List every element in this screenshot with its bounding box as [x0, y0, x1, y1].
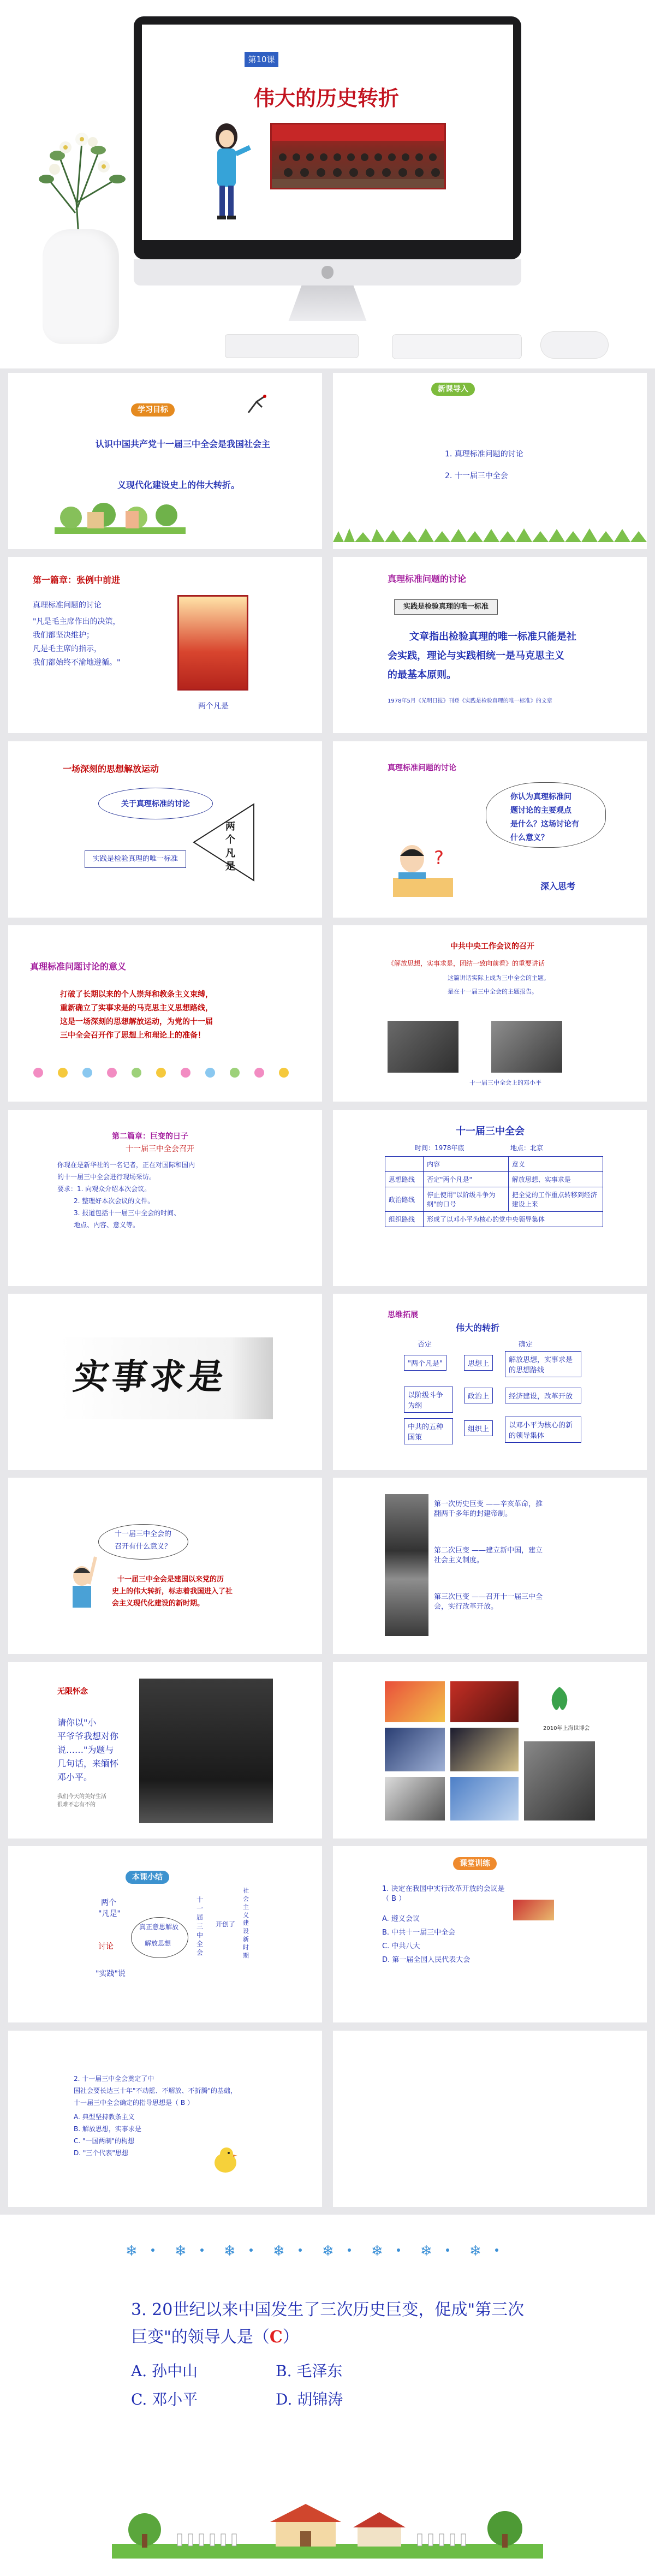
thought-line: 是什么？这场讨论有 [510, 820, 579, 829]
summary-right: 社会主义建设新时期 [243, 1887, 249, 1959]
slide-deep-thinking [333, 741, 647, 918]
body-line: 的最基本原则。 [388, 669, 456, 681]
thought-line: 你认为真理标准问 [510, 793, 571, 801]
plenum-table [385, 1156, 603, 1227]
spacecraft-photo [450, 1777, 519, 1821]
slide-calligraphy [8, 1294, 322, 1470]
body-line: 几句话，来缅怀 [57, 1758, 119, 1769]
slide-remembrance [8, 1662, 322, 1839]
body-line: 凡是毛主席的指示， [33, 645, 102, 653]
big-title: 伟大的转折 [456, 1323, 500, 1333]
slide-truth-criterion [333, 557, 647, 733]
svg-text:❄: ❄ [126, 2243, 138, 2259]
bubble-discussion: 关于真理标准的讨论 [98, 788, 213, 819]
summary-mid: 十一届三中全会 [196, 1896, 204, 1957]
table-header: 内容 [424, 1157, 509, 1172]
task-line: 要求：1. 向观众介绍本次会议。 [57, 1185, 151, 1193]
slide-title: 思维拓展 [388, 1311, 418, 1319]
goal-line-1: 认识中国共产党十一届三中全会是我国社会主 [96, 439, 271, 449]
leaders-portraits [385, 1494, 428, 1636]
lesson-item-2: 2. 十一届三中全会 [445, 472, 508, 480]
celebration-photo [450, 1681, 519, 1722]
svg-text:❄: ❄ [273, 2243, 285, 2259]
option-d[interactable]: D. "三个代表"思想 [74, 2149, 128, 2157]
crane-icon [246, 394, 267, 415]
slide-great-change [8, 1110, 322, 1286]
question-line-1: 3. 20世纪以来中国发生了三次历史巨变，促成"第三次 [131, 2300, 525, 2319]
body-line: 是在十一届三中全会的主题报告。 [448, 988, 538, 995]
question-text: 1. 决定在我国中实行改革开放的会议是（ B ） [382, 1885, 505, 1903]
column-label: 确定 [519, 1341, 533, 1349]
body-line: 这篇讲话实际上成为三中全会的主题。 [448, 974, 550, 981]
task-line: 2. 整理好本次会议的文件。 [74, 1197, 154, 1205]
mid-box: 政治上 [464, 1388, 493, 1403]
svg-text:❄: ❄ [469, 2243, 481, 2259]
slide-practice-2 [8, 2031, 322, 2207]
side-text: 两个凡是 [225, 821, 235, 872]
cover-title: 伟大的历史转折 [254, 86, 400, 110]
city-photo [524, 1741, 595, 1821]
monitor-stand [281, 285, 374, 321]
speech-title: 《解放思想，实事求是，团结一致向前看》的重要讲话 [388, 960, 545, 967]
body-line: 会实践，理论与实践相统一是马克思主义 [388, 650, 564, 662]
task-line: 3. 报道包括十一届三中全会的时间、 [74, 1209, 181, 1217]
deng-waving-photo [139, 1679, 273, 1823]
table-row: 组织路线 形成了以邓小平为核心的党中央领导集体 [385, 1212, 603, 1227]
keyboard [225, 334, 359, 358]
teacher-figure-icon [202, 120, 251, 224]
slide-discussion-meaning [8, 925, 322, 1102]
deep-thinking-label: 深入思考 [540, 881, 576, 891]
stage-photo [450, 1728, 519, 1771]
expo-caption: 2010年上海世博会 [543, 1726, 590, 1732]
body-line: 请你以"小 [57, 1717, 97, 1728]
grass-icon [333, 526, 647, 542]
monitor [134, 16, 521, 259]
slide-practice-1 [333, 1846, 647, 2022]
cover-slide [142, 25, 513, 240]
expo-mascot-icon [543, 1684, 576, 1717]
option-b[interactable]: B. 毛泽东 [276, 2362, 343, 2380]
footnote: 1978年5月《光明日报》刊登《实践是检验真理的唯一标准》的文章 [388, 698, 552, 704]
summary-center: 解放思想 [145, 1940, 171, 1947]
monitor-chin [134, 259, 521, 285]
slide-title: 真理标准问题讨论的意义 [30, 961, 127, 972]
slide-blank [333, 2031, 647, 2207]
train-photo [385, 1777, 445, 1821]
slide-title: 真理标准问题的讨论 [388, 764, 456, 772]
building-photo [385, 1728, 445, 1771]
change-line: 第一次历史巨变 ——辛亥革命，推翻两千多年的封建帝制。 [434, 1500, 543, 1518]
header-badge: 学习目标 [131, 403, 175, 417]
time-label: 时间：1978年底 [415, 1144, 465, 1152]
header-badge: 课堂训练 [453, 1857, 497, 1870]
question-line: 2. 十一届三中全会奠定了中 [74, 2075, 154, 2083]
thought-line: 题讨论的主要观点 [510, 806, 571, 815]
place-label: 地点：北京 [510, 1144, 544, 1152]
summary-center: 真正意思解放 [139, 1923, 179, 1931]
summary-left: "实践"说 [96, 1970, 126, 1978]
slide-title: 第一篇章：张例中前进 [33, 575, 121, 585]
svg-text:❄: ❄ [224, 2243, 236, 2259]
table-header: 意义 [508, 1157, 603, 1172]
congress-photo [270, 123, 446, 189]
meaning-line: 重新确立了实事求是的马克思主义思想路线， [60, 1004, 213, 1013]
answer-mark: C [269, 2328, 283, 2347]
summary-left: 两个 [101, 1899, 116, 1907]
slide-title: 一场深刻的思想解放运动 [63, 764, 159, 774]
slide-title: 中共中央工作会议的召开 [450, 942, 534, 951]
body-line: "凡是毛主席作出的决策， [33, 617, 121, 626]
slide-new-lesson [333, 373, 647, 549]
table-row: 思想路线 否定"两个凡是" 解放思想、实事求是 [385, 1172, 603, 1187]
deng-photo [491, 1021, 562, 1073]
mid-box: 组织上 [464, 1420, 493, 1436]
pos-box: 解放思想，实事求是的思想路线 [505, 1351, 581, 1377]
poster-caption: 两个凡是 [198, 702, 229, 711]
question-line-2 [131, 2327, 299, 2349]
mouse [540, 331, 609, 359]
change-line: 第二次巨变 ——建立新中国，建立社会主义制度。 [434, 1546, 543, 1564]
task-line: 的十一届三中全会进行现场采访。 [57, 1173, 156, 1181]
body-line: 文章指出检验真理的唯一标准只能是社 [409, 631, 576, 642]
body-line: 邓小平。 [57, 1772, 93, 1782]
lesson-badge: 第10课 [245, 52, 278, 67]
audience-icon [272, 124, 444, 188]
body-line: 平爷爷我想对你 [57, 1731, 119, 1741]
option-b[interactable]: B. 中共十一届三中全会 [382, 1929, 456, 1937]
slide-title: 真理标准问题的讨论 [388, 574, 467, 584]
calligraphy-text: 实事求是 [70, 1357, 230, 1397]
svg-text:❄: ❄ [175, 2243, 187, 2259]
hint-line: 很难不忘有不的 [57, 1802, 96, 1808]
thought-line: 什么意义？ [510, 834, 549, 842]
body-line: 真理标准问题的讨论 [33, 601, 102, 610]
neg-box: 中共的五种国策 [404, 1418, 453, 1444]
photo-caption: 十一届三中全会上的邓小平 [469, 1079, 541, 1086]
slide-summary [8, 1846, 322, 2022]
body-line: 我们都坚决维护； [33, 631, 94, 640]
trackpad [392, 334, 522, 359]
hero-cover [0, 0, 655, 368]
option-b[interactable]: B. 解放思想，实事求是 [74, 2125, 141, 2133]
body-line: 我们都始终不渝地遵循。" [33, 658, 121, 667]
question-line: 国社会要长达三十年"不动摇、不解放、不折腾"的基础， [74, 2087, 237, 2095]
pos-box: 以邓小平为核心的新的领导集体 [505, 1417, 581, 1443]
expo-logo [524, 1681, 595, 1736]
chick-icon [210, 2145, 240, 2175]
answer-line: 史上的伟大转折，标志着我国进入了社 [112, 1587, 233, 1596]
option-a[interactable]: A. 遵义会议 [382, 1915, 420, 1923]
svg-text:?: ? [434, 847, 444, 869]
option-c[interactable]: C. 中共八大 [382, 1942, 420, 1950]
village-scene-icon [112, 2501, 543, 2559]
student-thinking-icon [385, 840, 456, 900]
olympics-photo [385, 1681, 445, 1722]
question-line: 十一届三中全会的 [115, 1530, 172, 1538]
svg-text:❄: ❄ [322, 2243, 334, 2259]
lesson-item-1: 1. 真理标准问题的讨论 [445, 450, 523, 459]
mid-box: 思想上 [464, 1355, 493, 1371]
option-a[interactable]: A. 典型坚持教条主义 [74, 2113, 135, 2121]
slide-practice-3 [0, 2215, 655, 2576]
slide-central-work-conference [333, 925, 647, 1102]
summary-left: 讨论 [98, 1942, 114, 1951]
question-line: 召开有什么意义？ [115, 1543, 172, 1551]
slide-mind-map [333, 1294, 647, 1470]
svg-text:❄: ❄ [371, 2243, 383, 2259]
conference-photo [388, 1021, 458, 1073]
slide-title: 第二篇章：巨变的日子 [112, 1132, 188, 1141]
task-line: 地点、内容、意义等。 [74, 1221, 140, 1229]
flower-plant-icon [16, 120, 142, 246]
answer-line: 十一届三中全会是建国以来党的历 [117, 1575, 224, 1584]
bubble-practice: 实践是检验真理的唯一标准 [85, 850, 186, 868]
option-c[interactable]: C. 邓小平 [131, 2390, 198, 2408]
neg-box: "两个凡是" [404, 1355, 446, 1371]
question-line: 十一届三中全会确定的指导思想是（ B ） [74, 2099, 194, 2107]
summary-left: "凡是" [98, 1909, 121, 1918]
hint-line: 我们今天的美好生活 [57, 1794, 106, 1800]
slide-three-changes [333, 1478, 647, 1654]
question-text-end: ） [282, 2328, 299, 2347]
option-d[interactable]: D. 胡锦涛 [276, 2390, 343, 2408]
slide-learning-goals [8, 373, 322, 549]
arrow-triangle-icon [191, 801, 257, 883]
task-line: 你现在是新华社的一名记者，正在对国际和国内 [57, 1161, 195, 1169]
column-label: 否定 [418, 1341, 432, 1349]
question-text: 巨变"的领导人是（ [131, 2328, 270, 2347]
slide-title: 十一届三中全会 [456, 1126, 525, 1137]
slide-two-whatevers [8, 557, 322, 733]
slide-subtitle: 十一届三中全会召开 [126, 1145, 194, 1153]
meaning-line: 打破了长期以来的个人崇拜和教条主义束缚， [60, 990, 213, 999]
body-line: 说……"为题与 [57, 1745, 114, 1755]
slide-thought-liberation [8, 741, 322, 918]
vase [43, 229, 119, 344]
answer-line: 会主义现代化建设的新时期。 [112, 1599, 205, 1608]
meaning-line: 三中全会召开作了思想上和理论上的准备！ [60, 1031, 205, 1040]
slide-title: 无限怀念 [57, 1687, 88, 1696]
slide-third-plenum-table [333, 1110, 647, 1286]
pos-box: 经济建设，改革开放 [505, 1388, 581, 1403]
header-badge: 新课导入 [431, 383, 475, 396]
header-badge: 本课小结 [126, 1871, 169, 1884]
tree-town-icon [55, 501, 186, 534]
meeting-photo [513, 1900, 554, 1920]
slide-plenum-significance [8, 1478, 322, 1654]
summary-right: 开创了 [216, 1920, 236, 1928]
option-d[interactable]: D. 第一届全国人民代表大会 [382, 1956, 471, 1964]
snowflakes-icon [126, 2239, 524, 2261]
student-raising-hand-icon [63, 1554, 101, 1614]
apple-logo-icon [321, 266, 334, 279]
svg-text:❄: ❄ [420, 2243, 432, 2259]
poster-image [177, 595, 248, 691]
table-row: 政治路线 停止使用"以阶级斗争为纲"的口号 把全党的工作重点转移到经济建设上来 [385, 1187, 603, 1212]
neg-box: 以阶级斗争为纲 [404, 1387, 453, 1413]
flowers-icon [30, 1064, 297, 1081]
meaning-line: 这是一场深刻的思想解放运动，为党的十一届 [60, 1018, 213, 1026]
option-a[interactable]: A. 孙中山 [131, 2362, 198, 2380]
slide-achievements [333, 1662, 647, 1839]
option-c[interactable]: C. "一国两制"的构想 [74, 2137, 135, 2145]
change-line: 第三次巨变 ——召开十一届三中全会，实行改革开放。 [434, 1593, 543, 1611]
newspaper-banner: 实践是检验真理的唯一标准 [394, 599, 498, 615]
goal-line-2: 义现代化建设史上的伟大转折。 [117, 480, 240, 490]
